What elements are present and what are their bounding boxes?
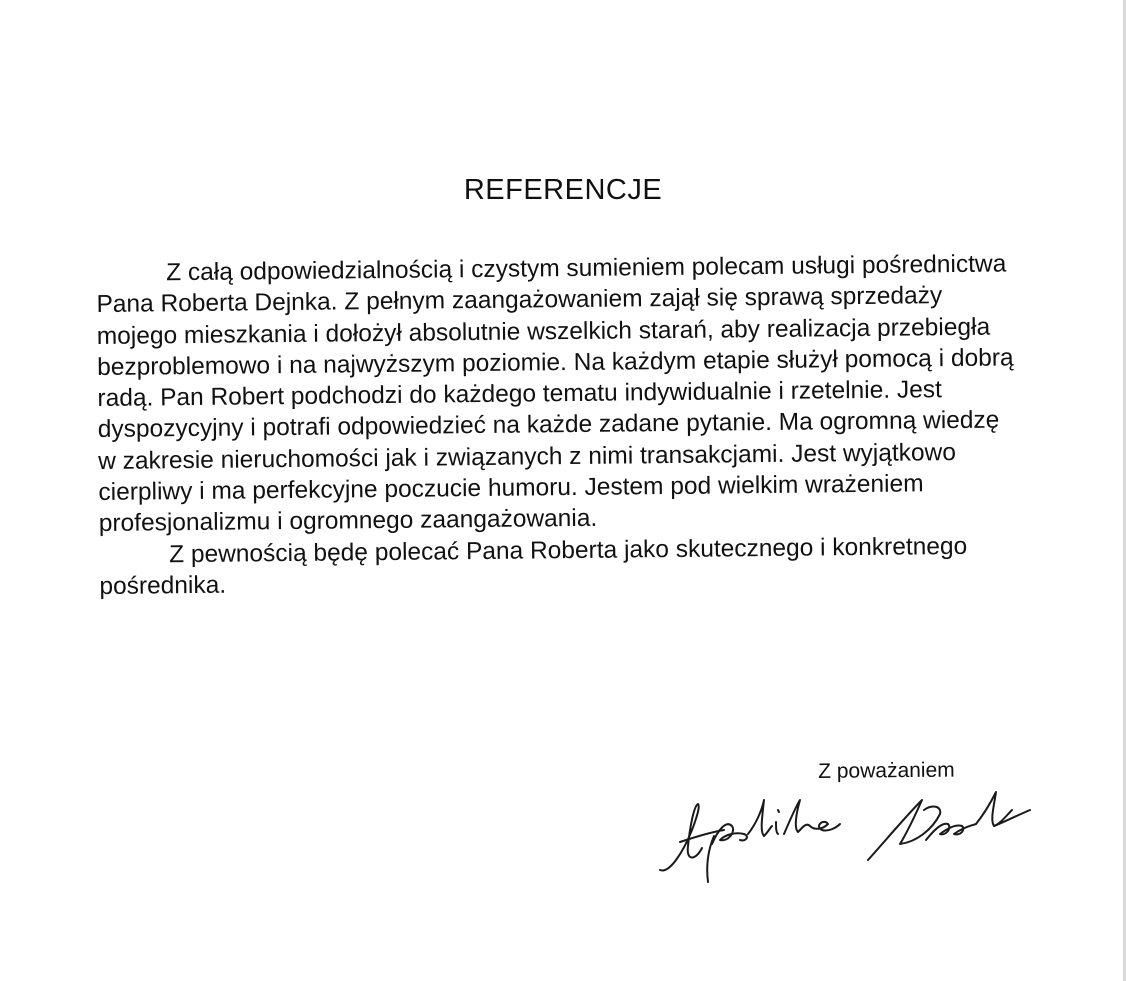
paragraph-closing-recommendation: Z pewnością będę polecać Pana Roberta jako skutecznego i konkretnego pośrednika. xyxy=(99,532,968,600)
document-title: REFERENCJE xyxy=(463,174,663,206)
document-body xyxy=(96,248,1020,602)
paragraph-recommendation: Z całą odpowiedzialnością i czystym sumieniem polecam usługi pośrednictwa Pana Roberta Dejnka. Z pełnym zaangażowaniem zajął się sprawą sprzedaży mojego mieszkania i dołożył absolutnie wszelkich starań, aby realizacja przebiegła bezproblemowo i na najwyższym poziomie. Na każdym etapie służył pomocą i dobrą radą. Pan Robert podchodzi do każdego tematu indywidualnie i rzetelnie. Jest dyspozycyjny i potrafi odpowiedzieć na każde zadane pytanie. Ma ogromną wiedzę w zakresie nieruchomości jak i związanych z nimi transakcjami. Jest wyjątkowo cierpliwy i ma perfekcyjne poczucie humoru. Jestem pod wielkim wrażeniem profesjonalizmu i ogromnego zaangażowania. xyxy=(96,250,1014,538)
handwritten-signature xyxy=(650,770,1040,890)
closing-phrase: Z poważaniem xyxy=(818,758,955,783)
